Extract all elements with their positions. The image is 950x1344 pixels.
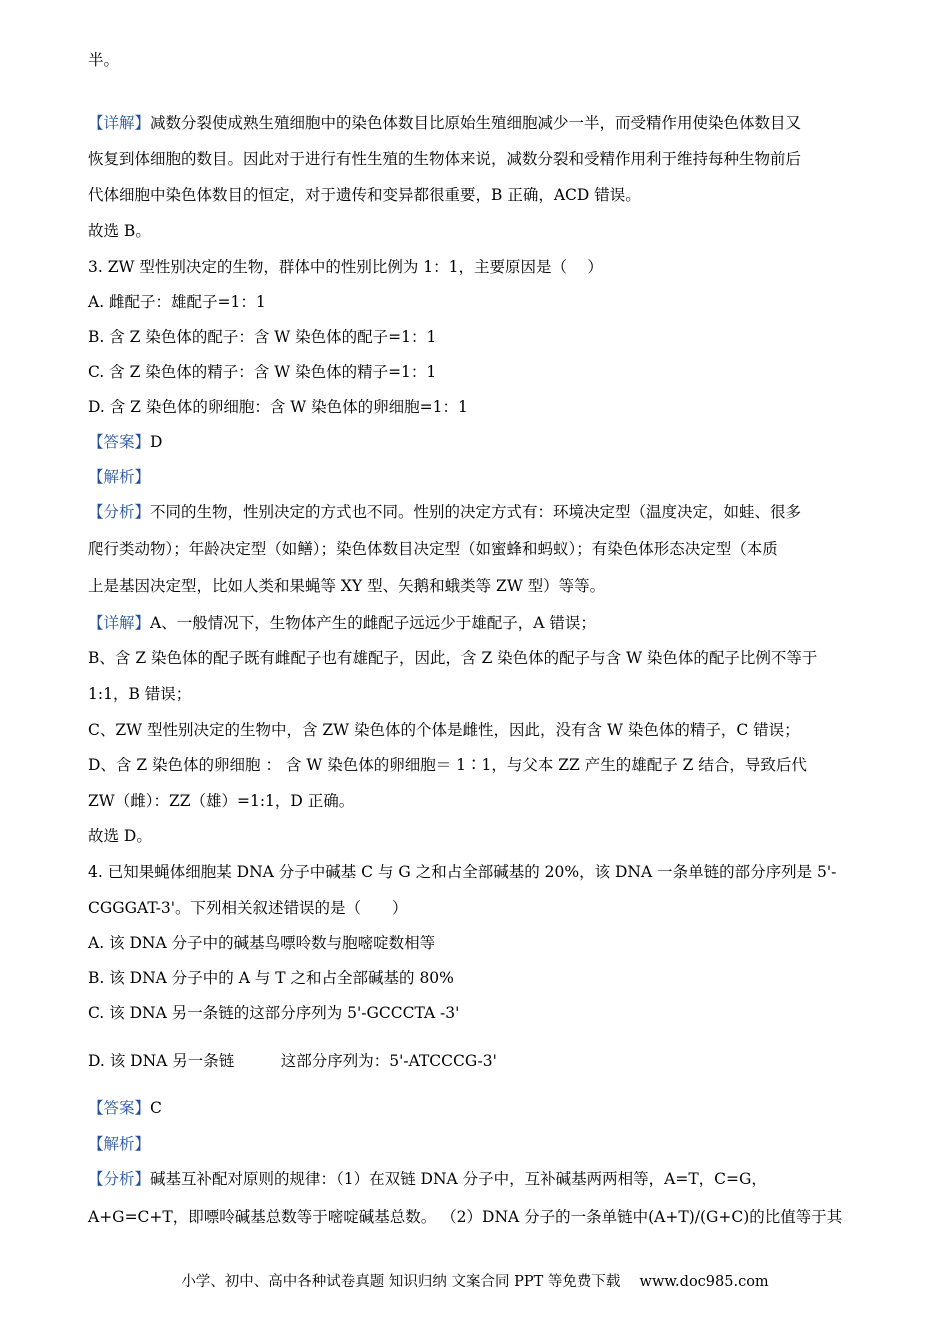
option-c: C. 含 Z 染色体的精子：含 W 染色体的精子=1：1 bbox=[88, 363, 437, 381]
text-line-30: 【分析】碱基互补配对原则的规律：（1）在双链 DNA 分子中，互补碱基两两相等，A=T，C=G， bbox=[88, 1170, 767, 1188]
option-a: A. 雌配子：雄配子=1：1 bbox=[88, 293, 266, 311]
section-tag: 【解析】 bbox=[88, 468, 151, 486]
option-c: C. 该 DNA 另一条链的这部分序列为 5'-GCCCTA -3' bbox=[88, 1004, 460, 1022]
text-line-1: 【详解】减数分裂使成熟生殖细胞中的染色体数目比原始生殖细胞减少一半，而受精作用使染色体数目又 bbox=[88, 114, 802, 132]
section-tag: 【分析】 bbox=[88, 1170, 151, 1188]
option-d: D. 含 Z 染色体的卵细胞：含 W 染色体的卵细胞=1：1 bbox=[88, 398, 468, 416]
section-tag: 【解析】 bbox=[88, 1135, 151, 1153]
option-d: D. 该 DNA 另一条链 这部分序列为：5'-ATCCCG-3' bbox=[88, 1052, 497, 1070]
question-3: 3. ZW 型性别决定的生物，群体中的性别比例为 1：1，主要原因是（ ） bbox=[88, 258, 603, 276]
text-line-20: ZW（雌）：ZZ（雄）=1:1，D 正确。 bbox=[88, 792, 355, 810]
text-line-18: C、ZW 型性别决定的生物中，含 ZW 染色体的个体是雌性，因此，没有含 W 染色体的精子，C 错误； bbox=[88, 721, 800, 739]
text-line-13: 爬行类动物）；年龄决定型（如鳝）；染色体数目决定型（如蜜蜂和蚂蚁）；有染色体形态决定型（本质 bbox=[88, 540, 778, 558]
option-b: B. 含 Z 染色体的配子：含 W 染色体的配子=1：1 bbox=[88, 328, 437, 346]
section-tag: 【答案】 bbox=[88, 433, 151, 451]
text-line-3: 代体细胞中染色体数目的恒定，对于遗传和变异都很重要，B 正确，ACD 错误。 bbox=[88, 186, 641, 204]
text-line-4: 故选 B。 bbox=[88, 222, 151, 240]
text-line-23: CGGGAT-3'。下列相关叙述错误的是（ ） bbox=[88, 899, 408, 917]
question-4: 4. 已知果蝇体细胞某 DNA 分子中碱基 C 与 G 之和占全部碱基的 20%，该 DNA 一条单链的部分序列是 5'- bbox=[88, 863, 837, 881]
option-b: B. 该 DNA 分子中的 A 与 T 之和占全部碱基的 80% bbox=[88, 969, 454, 987]
section-tag: 【详解】 bbox=[88, 614, 151, 632]
text-line-2: 恢复到体细胞的数目。因此对于进行有性生殖的生物体来说，减数分裂和受精作用利于维持每种生物前后 bbox=[88, 150, 802, 168]
text-line-12: 【分析】不同的生物，性别决定的方式也不同。性别的决定方式有：环境决定型（温度决定，如蛙、很多 bbox=[88, 503, 802, 521]
text-line-21: 故选 D。 bbox=[88, 827, 152, 845]
answer-line: 【答案】C bbox=[88, 1099, 162, 1117]
analysis-heading bbox=[88, 467, 150, 487]
text-line-31: A+G=C+T，即嘌呤碱基总数等于嘧啶碱基总数。 （2）DNA 分子的一条单链中(A+T)/(G+C)的比值等于其 bbox=[88, 1208, 843, 1226]
section-tag: 【答案】 bbox=[88, 1099, 151, 1117]
text-line-16: B、含 Z 染色体的配子既有雌配子也有雄配子，因此，含 Z 染色体的配子与含 W 染色体的配子比例不等于 bbox=[88, 649, 818, 667]
text-line-14: 上是基因决定型，比如人类和果蝇等 XY 型、矢鹅和蛾类等 ZW 型）等等。 bbox=[88, 577, 606, 595]
text-line-17: 1:1，B 错误； bbox=[88, 685, 192, 703]
option-a: A. 该 DNA 分子中的碱基鸟嘌呤数与胞嘧啶数相等 bbox=[88, 934, 436, 952]
section-tag: 【分析】 bbox=[88, 503, 151, 521]
page-footer: 小学、初中、高中各种试卷真题 知识归纳 文案合同 PPT 等免费下载 www.doc985.com bbox=[181, 1274, 769, 1290]
text-line-15: 【详解】A、一般情况下，生物体产生的雌配子远远少于雄配子，A 错误； bbox=[88, 614, 596, 632]
text-line-0: 半。 bbox=[88, 51, 120, 69]
answer-line: 【答案】D bbox=[88, 433, 163, 451]
section-tag: 【详解】 bbox=[88, 114, 151, 132]
analysis-heading bbox=[88, 1134, 150, 1154]
text-line-19: D、含 Z 染色体的卵细胞 ： 含 W 染色体的卵细胞＝ 1∶1，与父本 ZZ 产生的雄配子 Z 结合，导致后代 bbox=[88, 756, 807, 774]
